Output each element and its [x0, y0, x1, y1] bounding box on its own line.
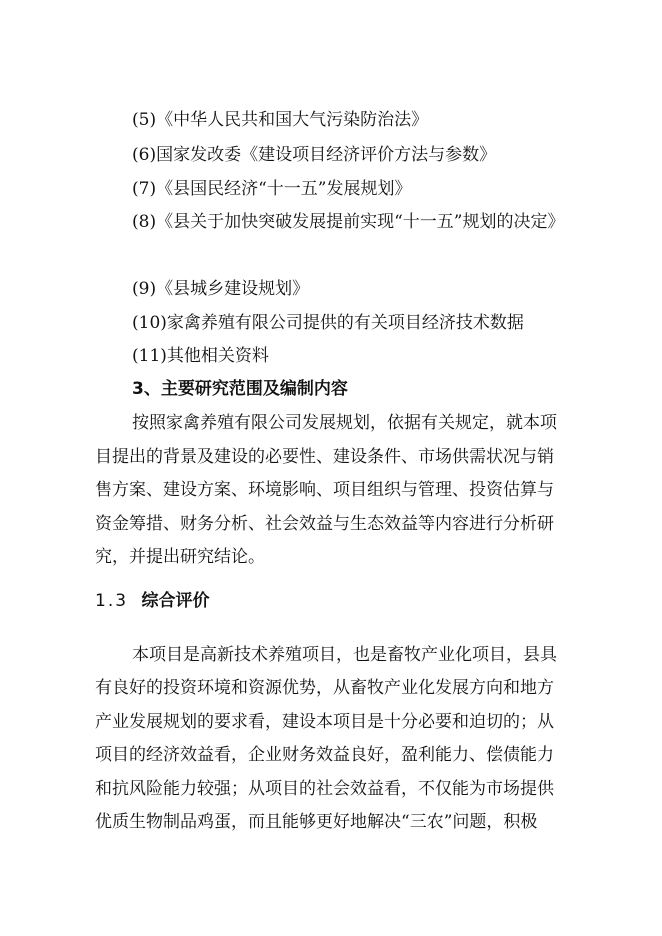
paragraph-line: 产业发展规划的要求看，建设本项目是十分必要和迫切的；从	[95, 712, 554, 732]
paragraph-line: 究，并提出研究结论。	[95, 547, 265, 567]
paragraph-line: 目提出的背景及建设的必要性、建设条件、市场供需状况与销	[95, 447, 554, 467]
reference-item-11: (11)其他相关资料	[132, 346, 269, 366]
reference-item-8: (8)《县关于加快突破发展提前实现“十一五”规划的决定》	[132, 212, 565, 232]
paragraph-line: 资金筹措、财务分析、社会效益与生态效益等内容进行分析研	[95, 514, 554, 534]
section-number: 1.3	[95, 591, 129, 611]
paragraph-line: 和抗风险能力较强；从项目的社会效益看，不仅能为市场提供	[95, 779, 554, 799]
subsection-heading: 3、主要研究范围及编制内容	[132, 379, 348, 399]
paragraph-line: 优质生物制品鸡蛋，而且能够更好地解决“三农”问题，积极	[95, 812, 538, 832]
section-title: 综合评价	[141, 591, 210, 611]
paragraph-line: 本项目是高新技术养殖项目，也是畜牧产业化项目，县具	[132, 645, 557, 665]
paragraph-line: 按照家禽养殖有限公司发展规划，依据有关规定，就本项	[132, 413, 557, 433]
paragraph-line: 售方案、建设方案、环境影响、项目组织与管理、投资估算与	[95, 480, 554, 500]
reference-item-5: (5)《中华人民共和国大气污染防治法》	[132, 110, 429, 130]
reference-item-6: (6)国家发改委《建设项目经济评价方法与参数》	[132, 145, 497, 165]
reference-item-7: (7)《县国民经济“十一五”发展规划》	[132, 179, 412, 199]
paragraph-line: 项目的经济效益看，企业财务效益良好，盈利能力、偿债能力	[95, 745, 554, 765]
paragraph-line: 有良好的投资环境和资源优势，从畜牧产业化发展方向和地方	[95, 678, 554, 698]
reference-item-9: (9)《县城乡建设规划》	[132, 279, 310, 299]
reference-item-10: (10)家禽养殖有限公司提供的有关项目经济技术数据	[132, 313, 524, 333]
section-heading	[95, 589, 209, 613]
